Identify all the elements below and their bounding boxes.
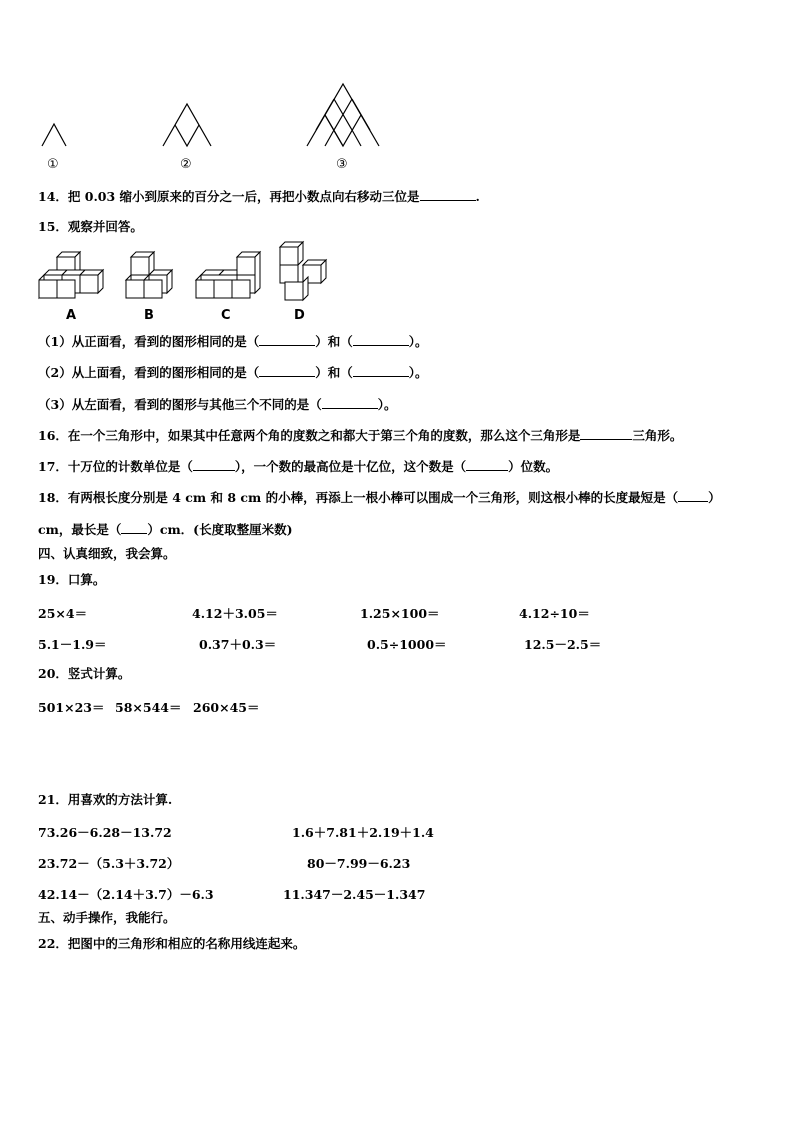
q18-text-2: cm，最长是（: [38, 522, 122, 537]
section-4-heading: 四、认真细致，我会算。: [38, 546, 176, 561]
q18-close-1: ）: [708, 490, 721, 505]
q21-item: 80－7.99－6.23: [307, 856, 411, 871]
q20-item: 501×23＝: [38, 700, 105, 715]
q21-item: 11.347－2.45－1.347: [283, 887, 426, 902]
figure-label-2: ②: [180, 157, 192, 172]
q18-end: ）cm．(长度取整厘米数): [147, 522, 293, 537]
q15-sub2-end: ）。: [408, 365, 428, 380]
q19-item: 4.12÷10＝: [519, 606, 590, 621]
q18-text: 18．有两根长度分别是 4 cm 和 8 cm 的小棒，再添上一根小棒可以围成一个三角形，则这根小棒的长度最短是（: [38, 490, 679, 505]
q15-sub3-blank[interactable]: [322, 396, 378, 409]
q20-item: 58×544＝: [115, 700, 182, 715]
q17-mid: ），一个数的最高位是十亿位，这个数是（: [234, 459, 467, 474]
question-20-title: 20．竖式计算。: [38, 666, 131, 681]
figure-label-3: ③: [336, 157, 348, 172]
q14-end: .: [475, 189, 480, 204]
q15-sub2-text: （2）从上面看，看到的图形相同的是（: [38, 365, 260, 380]
q18-blank-2[interactable]: [121, 521, 147, 534]
cube-label-d: D: [294, 308, 305, 323]
q21-item: 23.72－（5.3＋3.72）: [38, 856, 180, 871]
q15-sub1-text: （1）从正面看，看到的图形相同的是（: [38, 334, 260, 349]
q21-item: 1.6＋7.81＋2.19＋1.4: [292, 825, 434, 840]
q19-item: 4.12＋3.05＝: [192, 606, 278, 621]
q15-sub2-blank-1[interactable]: [259, 364, 315, 377]
question-21-title: 21．用喜欢的方法计算.: [38, 792, 173, 807]
q14-text: 14．把 0.03 缩小到原来的百分之一后，再把小数点向右移动三位是: [38, 189, 420, 204]
q16-end: 三角形。: [632, 428, 683, 443]
q17-text: 17．十万位的计数单位是（: [38, 459, 193, 474]
q21-item: 73.26－6.28－13.72: [38, 825, 172, 840]
question-16: [38, 427, 682, 444]
q16-text: 16．在一个三角形中，如果其中任意两个角的度数之和都大于第三个角的度数，那么这个三角形是: [38, 428, 581, 443]
q20-item: 260×45＝: [193, 700, 260, 715]
q15-sub3: [38, 396, 396, 413]
q17-blank-2[interactable]: [466, 458, 508, 471]
question-15-title: 15．观察并回答。: [38, 219, 143, 234]
q15-sub1: [38, 333, 427, 350]
q15-sub1-end: ）。: [408, 334, 428, 349]
q17-end: ）位数。: [508, 459, 559, 474]
q19-item: 0.5÷1000＝: [367, 637, 447, 652]
q15-sub1-mid: ）和（: [315, 334, 353, 349]
q17-blank-1[interactable]: [193, 458, 235, 471]
q16-answer-blank[interactable]: [580, 427, 632, 440]
q19-item: 25×4＝: [38, 606, 88, 621]
q19-item: 5.1－1.9＝: [38, 637, 107, 652]
q21-item: 42.14－（2.14＋3.7）－6.3: [38, 887, 214, 902]
cube-label-a: A: [66, 308, 77, 323]
question-18-line1: [38, 489, 721, 506]
cube-figures: [0, 0, 794, 320]
q15-sub1-blank-2[interactable]: [353, 333, 409, 346]
q15-sub2-mid: ）和（: [315, 365, 353, 380]
q18-blank-1[interactable]: [678, 489, 708, 502]
q15-sub2-blank-2[interactable]: [353, 364, 409, 377]
question-22: 22．把图中的三角形和相应的名称用线连起来。: [38, 936, 306, 951]
q19-item: 12.5－2.5＝: [524, 637, 602, 652]
question-17: [38, 458, 558, 475]
q15-sub2: [38, 364, 427, 381]
q19-item: 1.25×100＝: [360, 606, 440, 621]
section-5-heading: 五、动手操作，我能行。: [38, 910, 176, 925]
cube-label-b: B: [144, 308, 154, 323]
question-19-title: 19．口算。: [38, 572, 106, 587]
q15-sub3-text: （3）从左面看，看到的图形与其他三个不同的是（: [38, 397, 322, 412]
q19-item: 0.37＋0.3＝: [199, 637, 277, 652]
cube-label-c: C: [221, 308, 231, 323]
question-18-line2: [38, 521, 293, 538]
figure-label-1: ①: [47, 157, 59, 172]
q15-sub3-end: ）。: [377, 397, 397, 412]
q15-sub1-blank-1[interactable]: [259, 333, 315, 346]
